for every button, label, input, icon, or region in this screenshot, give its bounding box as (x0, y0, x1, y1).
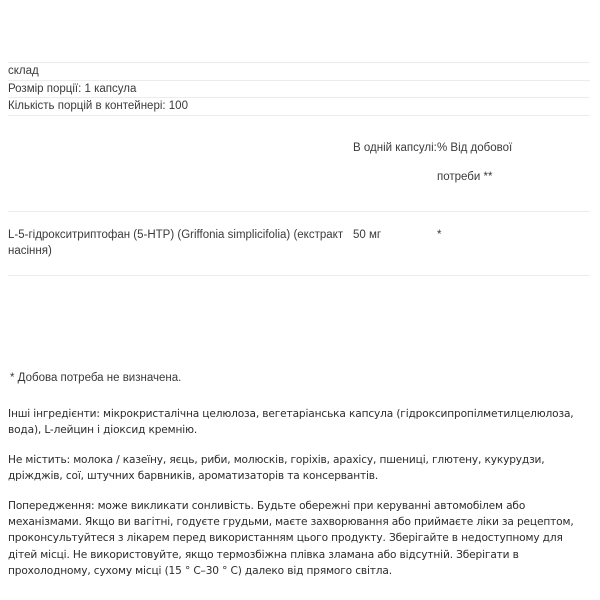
daily-value-footnote: * Добова потреба не визначена. (10, 372, 182, 384)
daily-value-label-line2: потреби ** (437, 171, 493, 184)
ingredient-amount: 50 мг (353, 228, 382, 241)
table-header-row (8, 116, 590, 212)
other-ingredients-paragraph: Інші інгредієнти: мікрокристалічна целюлоза, вегетаріанська капсула (гідроксипропілметилцелюлоза, вода), L-лейцин і діоксид кремнію. (8, 408, 574, 437)
table-row (8, 211, 590, 275)
servings-per-container-text: Кількість порцій в контейнері: 100 (8, 100, 188, 113)
column-header-daily-value (437, 116, 590, 212)
ingredient-daily-value: * (437, 228, 442, 241)
section-label: склад (8, 65, 39, 77)
table-bottom-border (8, 275, 590, 276)
free-from-paragraph: Не містить: молока / казеїну, яєць, риби, молюсків, горіхів, арахісу, пшениці, глютену, кукурудзи, дріжджів, сої, штучних барвників, ароматизаторів та консервантів. (8, 453, 545, 483)
header-spacer-cell (8, 116, 353, 212)
daily-value-label-line1: % Від добової (437, 142, 513, 155)
serving-size-text: Розмір порції: 1 капсула (8, 82, 137, 95)
ingredient-name: L-5-гідрокситриптофан (5-HTP) (Griffonia simplicifolia) (екстракт насіння) (8, 228, 344, 258)
column-header-amount-per-capsule: В одній капсулі: (353, 142, 437, 155)
table-row-serving-size (8, 80, 590, 98)
supplement-facts-table (8, 62, 590, 276)
table-bottom-border-row (8, 275, 590, 276)
warning-paragraph: Попередження: може викликати сонливість. Будьте обережні при керуванні автомобілем або механізмами. Якщо ви вагітні, годуєте грудьми, маєте захворювання або приймаєте ліки за рецептом, проконсультуйтеся з лікарем перед використанням цього продукту. Зберігайте в недоступному для дітей місці. Не використовуйте, якщо термозбіжна плівка зламана або відсутній. Зберігати в прохолодному, сухому місці (15 ° С–30 ° С) далеко від прямого світла. (8, 499, 574, 578)
product-notes (8, 406, 594, 580)
table-row-servings-per-container (8, 98, 590, 116)
table-row-section-label (8, 63, 590, 81)
